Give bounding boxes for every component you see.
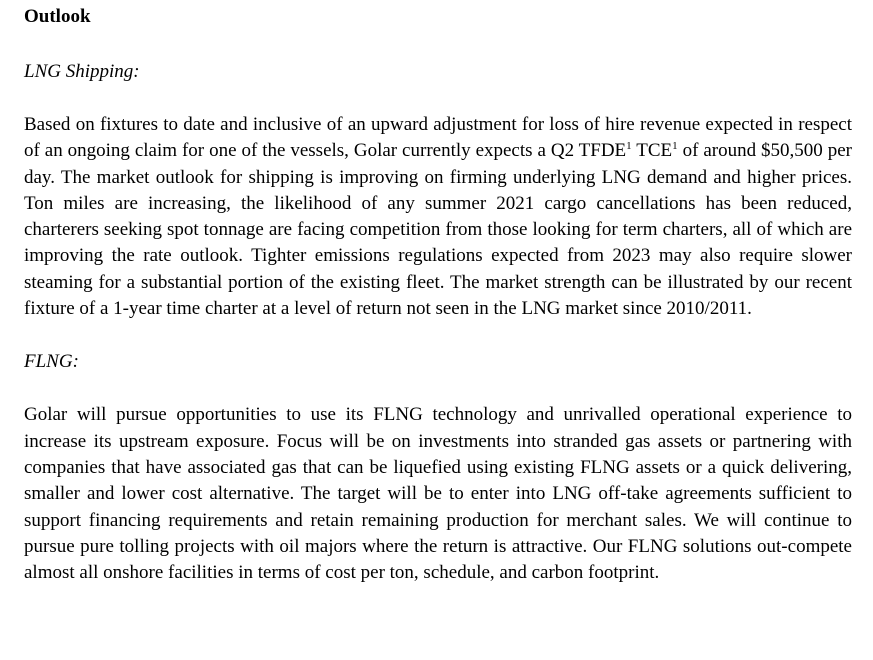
paragraph-text: of around $50,500 per day. The market outlook for shipping is improving on firming underlying LNG demand and higher prices. Ton miles are increasing, the likelihood of any summer 2021 cargo cancellations has been reduced, charterers seeking spot tonnage are facing competition from those looking for term charters, all of which are improving the rate outlook. Tighter emissions regulations expected from 2023 may also require slower steaming for a substantial portion of the existing fleet. The market strength can be illustrated by our recent fixture of a 1-year time charter at a level of return not seen in the LNG market since 2010/2011.	[24, 140, 852, 320]
subheading-flng: FLNG:	[24, 351, 79, 373]
paragraph-text: Based on fixtures to date and inclusive of an upward adjustment for loss of hire revenue expected in respect of an ongoing claim for one of the vessels, Golar currently expects a Q2 TFDE	[24, 114, 852, 162]
footnote-marker: 1	[626, 140, 632, 153]
footnote-marker: 1	[672, 140, 678, 153]
section-heading: Outlook	[24, 6, 91, 27]
paragraph-text: TCE	[631, 140, 673, 162]
subheading-lng-shipping: LNG Shipping:	[24, 61, 140, 82]
paragraph-flng: Golar will pursue opportunities to use its FLNG technology and unrivalled operational experience to increase its upstream exposure. Focus will be on investments into stranded gas assets or partnering with companies that have associated gas that can be liquefied using existing FLNG assets or a quick delivering, smaller and lower cost alternative. The target will be to enter into LNG off-take agreements sufficient to support financing requirements and retain remaining production for merchant sales. We will continue to pursue pure tolling projects with oil majors where the return is attractive. Our FLNG solutions out-compete almost all onshore facilities in terms of cost per ton, schedule, and carbon footprint.	[24, 404, 852, 584]
paragraph-lng-shipping	[24, 112, 852, 322]
